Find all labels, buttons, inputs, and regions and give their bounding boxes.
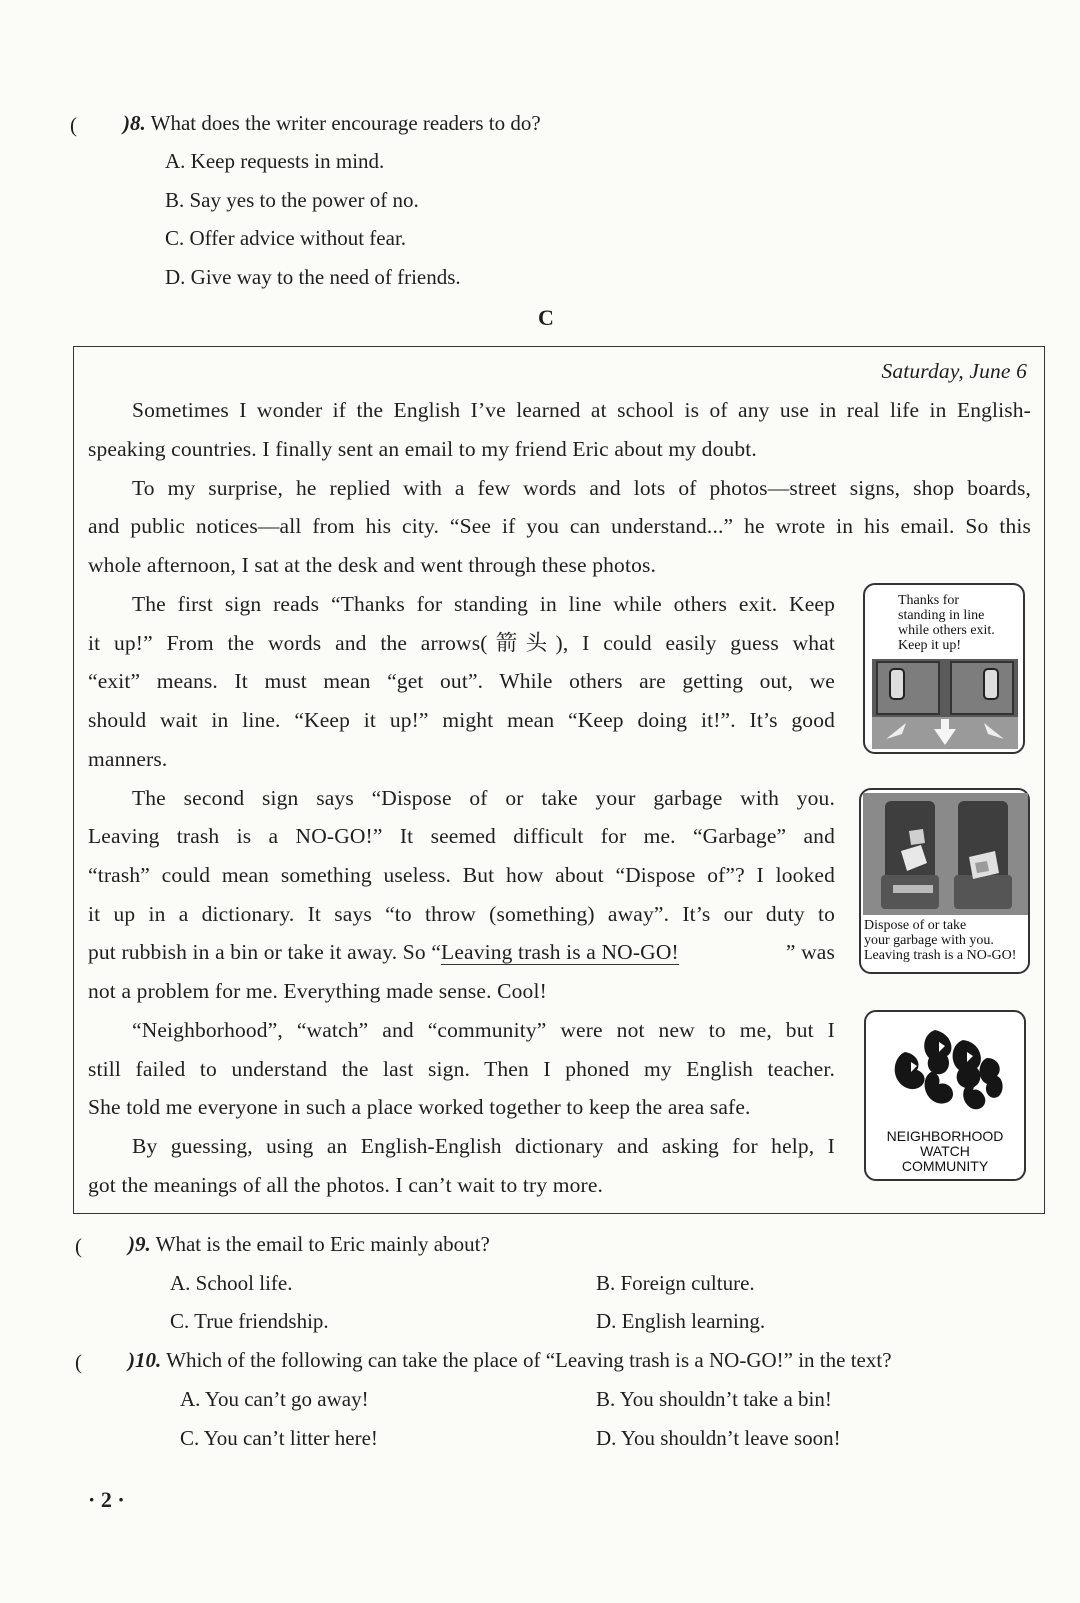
question-number: )9.	[128, 1232, 151, 1256]
option-d: D. Give way to the need of friends.	[165, 265, 461, 289]
passage-line: got the meanings of all the photos. I can’t wait to try more.	[88, 1173, 604, 1197]
sign-neighborhood-text: NEIGHBORHOOD WATCH COMMUNITY	[886, 1128, 1004, 1174]
passage-line: it up!” From the words and the arrows(箭头), I could easily guess what	[88, 631, 835, 655]
answer-paren: (	[70, 113, 77, 137]
answer-paren: (	[75, 1350, 82, 1374]
answer-paren: (	[75, 1234, 82, 1258]
train-door-arrows-icon	[872, 659, 1018, 749]
option-c: C. You can’t litter here!	[180, 1426, 378, 1450]
sign-garbage-text: Dispose of or take your garbage with you. Leaving trash is a NO-GO!	[864, 918, 1017, 963]
question-text: What does the writer encourage readers to do?	[150, 111, 541, 135]
sign-neighborhood-card	[864, 1010, 1026, 1181]
question-number: )8.	[123, 111, 146, 135]
sign-garbage-card	[859, 788, 1030, 974]
passage-line	[88, 942, 835, 964]
option-b: B. You shouldn’t take a bin!	[596, 1387, 832, 1411]
option-d: D. You shouldn’t leave soon!	[596, 1426, 841, 1450]
passage-line: speaking countries. I finally sent an email to my friend Eric about my doubt.	[88, 437, 757, 461]
question-number: )10.	[128, 1348, 162, 1372]
question-8	[123, 113, 541, 134]
option-d: D. English learning.	[596, 1309, 766, 1333]
page-number: · 2 ·	[88, 1487, 125, 1512]
underlined-phrase: Leaving trash is a NO-GO!	[441, 940, 679, 964]
passage-line: and public notices—all from his city. “See if you can understand...” he wrote in his email. So this	[88, 514, 1031, 538]
section-label: C	[538, 305, 554, 330]
option-c: C. Offer advice without fear.	[165, 226, 407, 250]
passage-line: Leaving trash is a NO-GO!” It seemed difficult for me. “Garbage” and	[88, 824, 835, 848]
passage-line: By guessing, using an English-English dictionary and asking for help, I	[132, 1134, 835, 1158]
passage-line: “Neighborhood”, “watch” and “community” were not new to me, but I	[132, 1018, 835, 1042]
question-9	[128, 1234, 490, 1255]
passage-line: should wait in line. “Keep it up!” might mean “Keep doing it!”. It’s good	[88, 708, 835, 732]
question-text: Which of the following can take the place of “Leaving trash is a NO-GO!” in the text?	[166, 1348, 892, 1372]
passage-line: manners.	[88, 747, 168, 771]
option-a: A. School life.	[170, 1271, 293, 1295]
passage-date: Saturday, June 6	[881, 359, 1027, 383]
passage-line: The second sign says “Dispose of or take your garbage with you.	[132, 786, 835, 810]
sign-exit-text: Thanks for standing in line while others exit. Keep it up!	[898, 593, 995, 653]
passage-line: whole afternoon, I sat at the desk and went through these photos.	[88, 553, 657, 577]
passage-line: still failed to understand the last sign. Then I phoned my English teacher.	[88, 1057, 835, 1081]
passage-line: The first sign reads “Thanks for standing in line while others exit. Keep	[132, 592, 835, 616]
passage-line: not a problem for me. Everything made sense. Cool!	[88, 979, 547, 1003]
passage-line: “trash” could mean something useless. But how about “Dispose of”? I looked	[88, 863, 835, 887]
option-a: A. You can’t go away!	[180, 1387, 369, 1411]
sign-exit-card	[863, 583, 1025, 754]
passage-line: it up in a dictionary. It says “to throw (something) away”. It’s our duty to	[88, 902, 835, 926]
line-end: ” was	[785, 940, 835, 964]
question-10	[128, 1350, 892, 1371]
option-b: B. Foreign culture.	[596, 1271, 755, 1295]
garbage-seats-icon	[863, 793, 1028, 915]
question-text: What is the email to Eric mainly about?	[155, 1232, 490, 1256]
option-b: B. Say yes to the power of no.	[165, 188, 419, 212]
line-start: put rubbish in a bin or take it away. So “	[88, 940, 442, 964]
passage-line: To my surprise, he replied with a few words and lots of photos—street signs, shop boards,	[132, 476, 1031, 500]
option-c: C. True friendship.	[170, 1309, 329, 1333]
passage-line: She told me everyone in such a place worked together to keep the area safe.	[88, 1095, 751, 1119]
passage-line: Sometimes I wonder if the English I’ve learned at school is of any use in real life in English-	[132, 398, 1031, 422]
passage-line: “exit” means. It must mean “get out”. While others are getting out, we	[88, 669, 835, 693]
neighborhood-faces-icon	[887, 1022, 1007, 1114]
option-a: A. Keep requests in mind.	[165, 149, 385, 173]
